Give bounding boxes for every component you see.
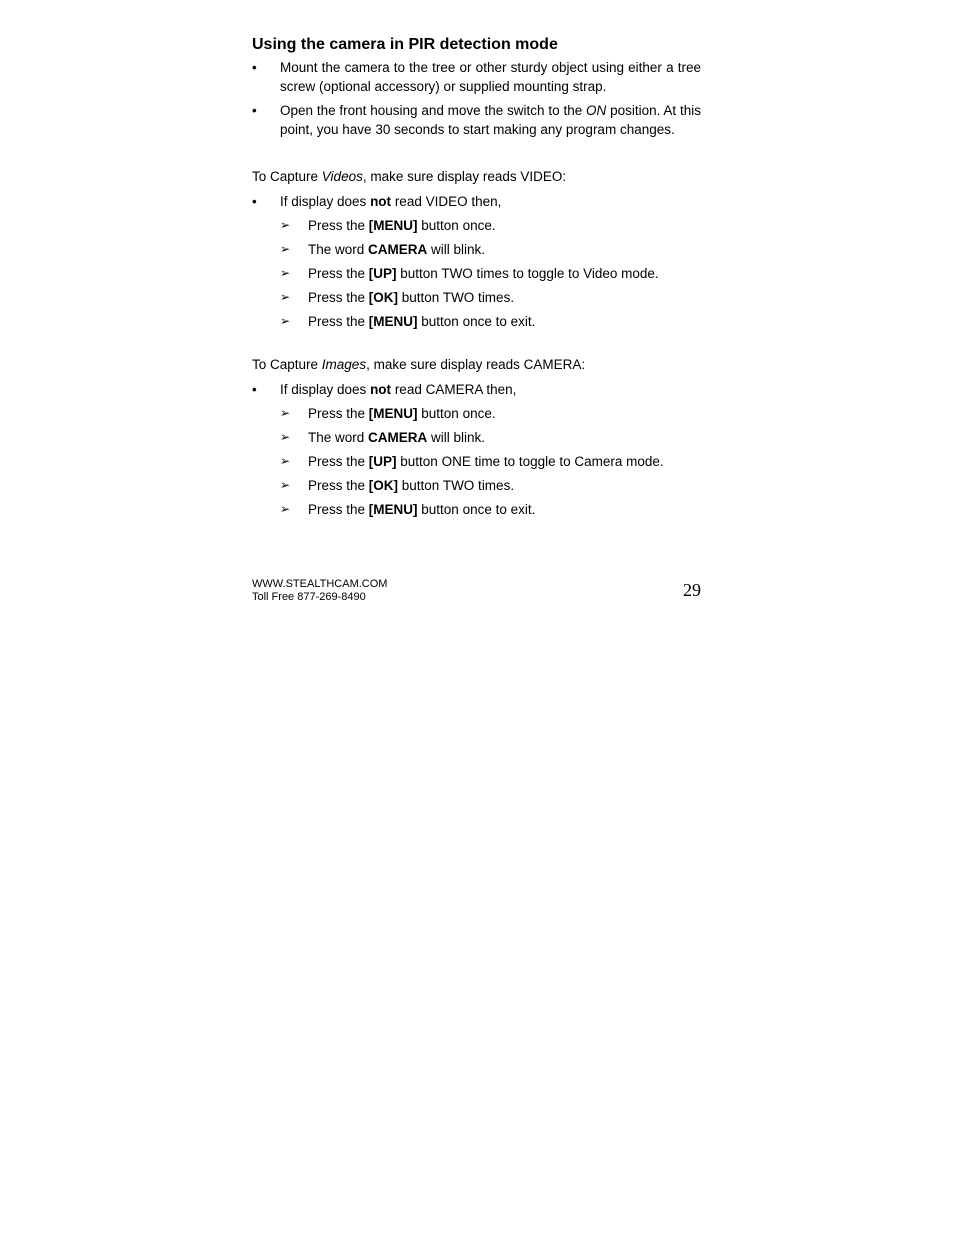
arrow-bullet-icon: ➢ bbox=[280, 454, 291, 468]
step-bold-text: [MENU] bbox=[368, 502, 418, 517]
images-steps-list bbox=[280, 404, 701, 519]
intro-text: To Capture bbox=[252, 357, 322, 372]
step-text: button TWO times to toggle to Video mode. bbox=[396, 266, 659, 281]
list-item bbox=[280, 240, 701, 259]
arrow-bullet-icon: ➢ bbox=[280, 478, 291, 492]
step-text: Press the bbox=[308, 314, 369, 329]
step-text: Press the bbox=[308, 218, 369, 233]
bullet-icon: • bbox=[252, 382, 257, 397]
list-item bbox=[252, 58, 701, 96]
list-item bbox=[280, 264, 701, 283]
footer-contact bbox=[252, 578, 701, 604]
footer-phone: Toll Free 877-269-8490 bbox=[252, 591, 366, 603]
list-item bbox=[280, 476, 701, 495]
arrow-bullet-icon: ➢ bbox=[280, 242, 291, 256]
list-item bbox=[280, 428, 701, 447]
bullet-icon: • bbox=[252, 60, 257, 75]
bullet-text-part: read VIDEO then, bbox=[391, 194, 502, 209]
list-item bbox=[280, 288, 701, 307]
step-text: button ONE time to toggle to Camera mode. bbox=[396, 454, 664, 469]
step-text: button TWO times. bbox=[398, 290, 515, 305]
bullet-text-part: If display does bbox=[280, 382, 371, 397]
images-intro bbox=[252, 355, 701, 374]
step-bold-text: [UP] bbox=[368, 266, 397, 281]
step-bold-text: [UP] bbox=[368, 454, 397, 469]
step-text: Press the bbox=[308, 290, 369, 305]
intro-emphasis: Videos bbox=[321, 169, 363, 184]
step-text: The word bbox=[308, 430, 369, 445]
bullet-icon: • bbox=[252, 103, 257, 118]
arrow-bullet-icon: ➢ bbox=[280, 314, 291, 328]
bullet-text-part: position. At this point, you have 30 seconds to start making any program changes. bbox=[280, 103, 701, 137]
bullet-text-part: Open the front housing and move the switch to the bbox=[280, 103, 587, 118]
step-bold-text: [MENU] bbox=[368, 218, 418, 233]
step-text: Press the bbox=[308, 502, 369, 517]
intro-text: , make sure display reads VIDEO: bbox=[362, 169, 567, 184]
step-text: will blink. bbox=[427, 242, 486, 257]
page-footer bbox=[252, 578, 701, 608]
list-item bbox=[280, 404, 701, 423]
bullet-bold-text: not bbox=[370, 194, 392, 209]
arrow-bullet-icon: ➢ bbox=[280, 502, 291, 516]
bullet-bold-text: not bbox=[370, 382, 392, 397]
page-number: 29 bbox=[683, 580, 701, 600]
bullet-text: Mount the camera to the tree or other sturdy object using either a tree screw (optional accessory) or supplied mounting strap. bbox=[280, 60, 701, 94]
step-bold-text: CAMERA bbox=[368, 242, 428, 257]
intro-emphasis: Images bbox=[321, 357, 367, 372]
step-text: will blink. bbox=[427, 430, 486, 445]
intro-text: To Capture bbox=[252, 169, 322, 184]
step-text: The word bbox=[308, 242, 369, 257]
list-item bbox=[252, 380, 701, 399]
intro-text: , make sure display reads CAMERA: bbox=[366, 357, 586, 372]
list-item bbox=[280, 312, 701, 331]
video-steps-list bbox=[280, 216, 701, 331]
list-item bbox=[280, 500, 701, 519]
video-intro bbox=[252, 167, 701, 186]
arrow-bullet-icon: ➢ bbox=[280, 406, 291, 420]
step-bold-text: [OK] bbox=[368, 478, 399, 493]
step-text: Press the bbox=[308, 478, 369, 493]
step-text: button once to exit. bbox=[417, 314, 536, 329]
arrow-bullet-icon: ➢ bbox=[280, 430, 291, 444]
bullet-icon: • bbox=[252, 194, 257, 209]
list-item bbox=[280, 452, 701, 471]
setup-bullet-list bbox=[252, 58, 701, 139]
images-bullet-list bbox=[252, 380, 701, 399]
list-item bbox=[280, 216, 701, 235]
step-bold-text: CAMERA bbox=[368, 430, 428, 445]
section-heading: Using the camera in PIR detection mode bbox=[252, 36, 558, 53]
footer-website: WWW.STEALTHCAM.COM bbox=[252, 578, 388, 590]
arrow-bullet-icon: ➢ bbox=[280, 266, 291, 280]
bullet-text-part: If display does bbox=[280, 194, 371, 209]
arrow-bullet-icon: ➢ bbox=[280, 218, 291, 232]
step-text: button once. bbox=[417, 406, 496, 421]
step-text: Press the bbox=[308, 266, 369, 281]
bullet-text-part: read CAMERA then, bbox=[391, 382, 517, 397]
step-bold-text: [MENU] bbox=[368, 406, 418, 421]
step-bold-text: [MENU] bbox=[368, 314, 418, 329]
step-text: button once to exit. bbox=[417, 502, 536, 517]
step-text: Press the bbox=[308, 406, 369, 421]
step-text: Press the bbox=[308, 454, 369, 469]
step-text: button once. bbox=[417, 218, 496, 233]
video-bullet-list bbox=[252, 192, 701, 211]
step-text: button TWO times. bbox=[398, 478, 515, 493]
list-item bbox=[252, 101, 701, 139]
step-bold-text: [OK] bbox=[368, 290, 399, 305]
bullet-text bbox=[280, 103, 701, 137]
list-item bbox=[252, 192, 701, 211]
arrow-bullet-icon: ➢ bbox=[280, 290, 291, 304]
document-page bbox=[252, 34, 701, 524]
switch-position-text: ON bbox=[586, 103, 607, 118]
